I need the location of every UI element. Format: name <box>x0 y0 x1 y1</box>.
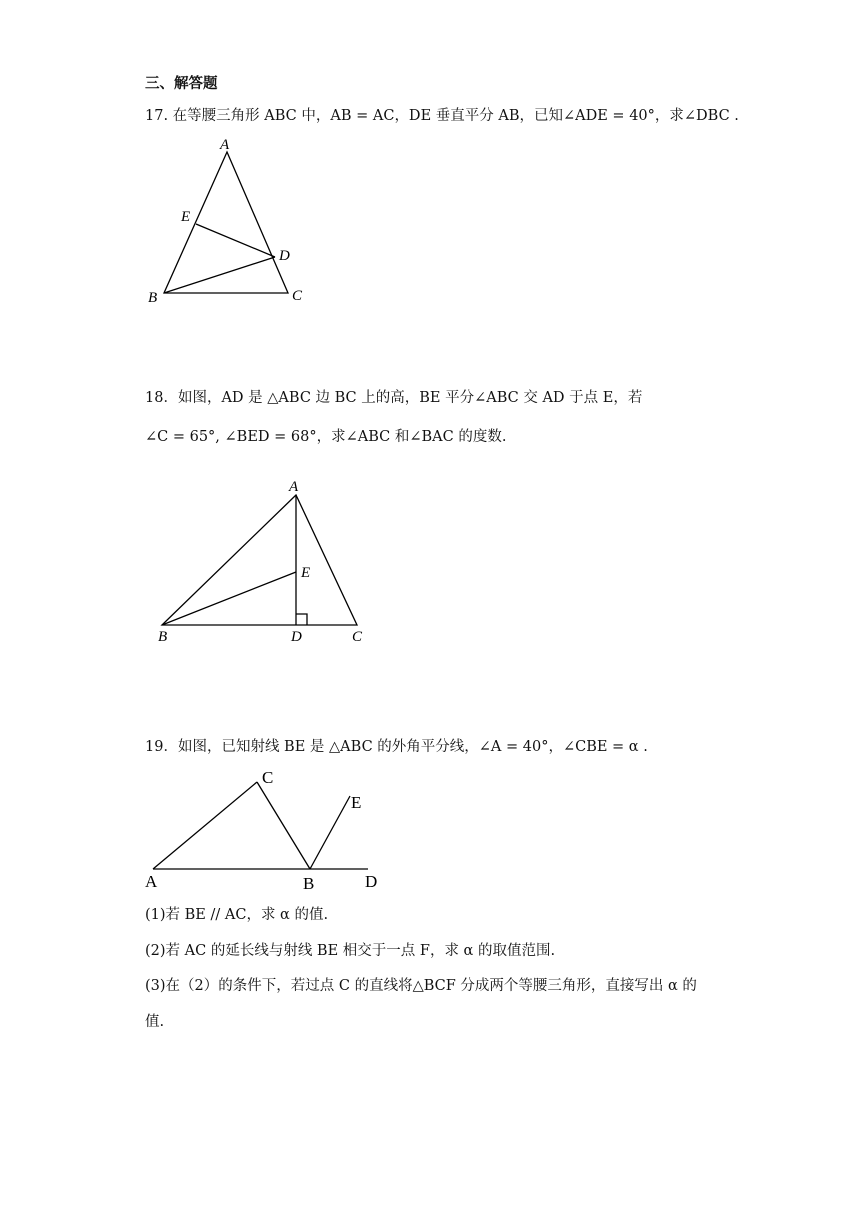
q17-segment-ed <box>196 224 275 257</box>
q18-line1: 18．如图，AD 是 △ABC 边 BC 上的高，BE 平分∠ABC 交 AD 于点 E，若 <box>145 390 643 406</box>
q19-stem: 19．如图，已知射线 BE 是 △ABC 的外角平分线，∠A = 40°，∠CBE = α . <box>145 739 648 755</box>
q18-triangle-abc <box>162 495 357 625</box>
q19-segment-ac <box>153 782 257 869</box>
q17-segment-bd <box>164 257 275 293</box>
q19-segment-cb <box>257 782 310 869</box>
q19-ray-be <box>310 796 350 869</box>
q18-line2: ∠C = 65°, ∠BED = 68°，求∠ABC 和∠BAC 的度数. <box>145 429 507 445</box>
q18-label-d: D <box>291 629 302 645</box>
q18-figure <box>150 475 380 650</box>
q19-label-b: B <box>303 874 315 893</box>
q18-label-e: E <box>301 565 311 581</box>
q18-label-a: A <box>289 479 299 495</box>
q17-figure <box>140 132 320 312</box>
q18-label-c: C <box>352 629 363 645</box>
q19-part1: (1)若 BE // AC，求 α 的值. <box>145 907 329 923</box>
q18-label-b: B <box>158 629 168 645</box>
q19-label-d: D <box>365 872 378 891</box>
q17-label-c: C <box>292 288 303 304</box>
q17-label-b: B <box>148 290 158 306</box>
q19-figure <box>140 762 390 897</box>
q19-part3-line2: 值. <box>145 1014 165 1030</box>
q19-part2: (2)若 AC 的延长线与射线 BE 相交于一点 F，求 α 的取值范围. <box>145 943 556 959</box>
q17-text: 17. 在等腰三角形 ABC 中，AB = AC，DE 垂直平分 AB，已知∠ADE = 40°，求∠DBC . <box>145 108 739 124</box>
q19-label-e: E <box>351 793 362 812</box>
q18-right-angle-mark <box>296 614 307 625</box>
q18-bisector-be <box>162 572 296 625</box>
q17-label-a: A <box>220 137 230 153</box>
section-title: 三、解答题 <box>145 76 218 92</box>
q17-label-e: E <box>181 209 191 225</box>
q19-part3-line1: (3)在（2）的条件下，若过点 C 的直线将△BCF 分成两个等腰三角形，直接写出 α 的 <box>145 978 697 994</box>
q19-label-c: C <box>262 768 274 787</box>
q19-label-a: A <box>145 872 158 891</box>
q17-label-d: D <box>279 248 290 264</box>
